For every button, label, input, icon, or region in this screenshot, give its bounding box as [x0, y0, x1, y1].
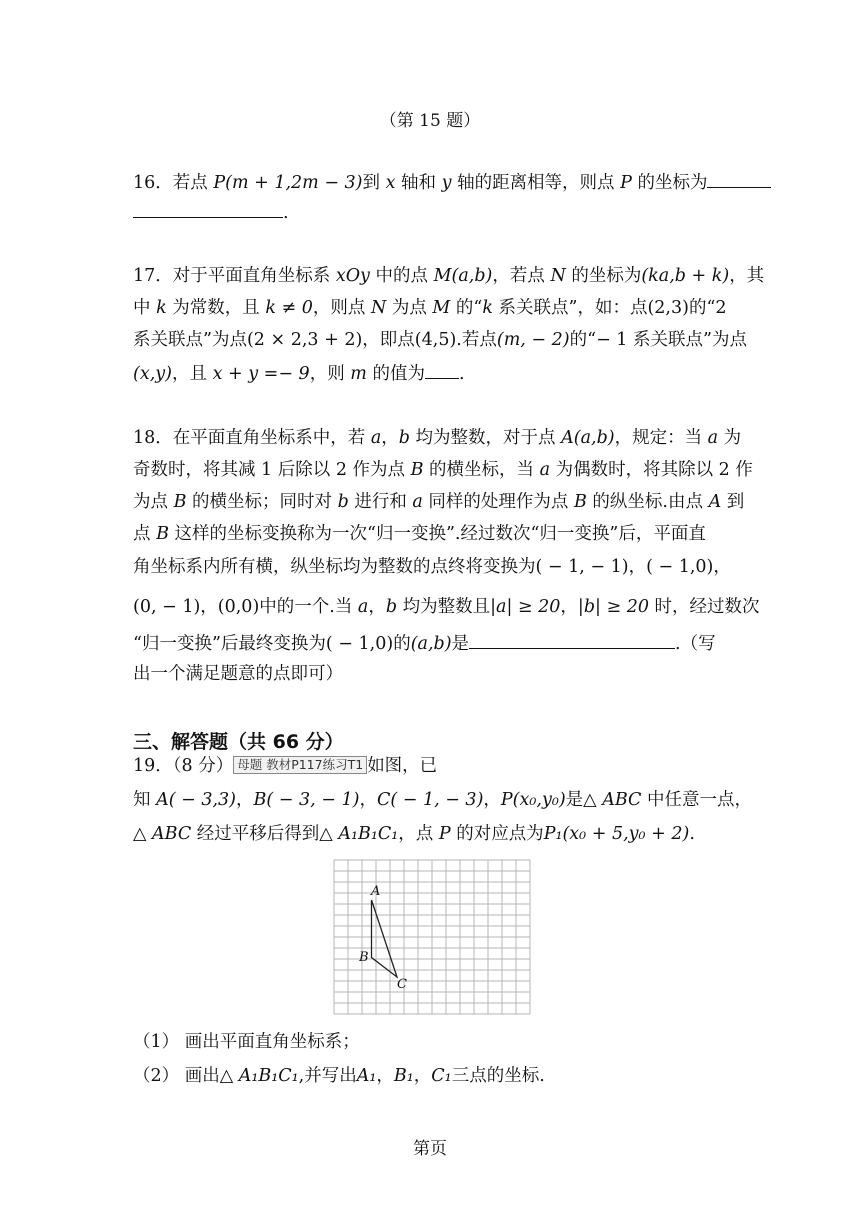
question-19-line-2: 知 A( − 3,3)，B( − 3, − 1)，C( − 1, − 3)，P(x₀,y₀)是△ ABC 中任意一点， — [133, 790, 752, 810]
triangle-grid-figure — [332, 858, 532, 1016]
question-18-line-8: 出一个满足题意的点即可） — [133, 664, 343, 684]
page-footer: 第页 — [413, 1139, 447, 1159]
question-17-line-2: 中 k 为常数，且 k ≠ 0，则点 N 为点 M 的“k 系关联点”，如：点(2,3)的“2 — [133, 298, 727, 318]
question-17-line-1: 17．对于平面直角坐标系 xOy 中的点 M(a,b)，若点 N 的坐标为(ka,b + k)，其 — [133, 266, 765, 286]
question-18-line-4: 点 B 这样的坐标变换称为一次“归一变换”.经过数次“归一变换”后，平面直 — [133, 524, 706, 544]
triangle-abc — [372, 900, 398, 977]
answer-blank-18[interactable] — [469, 630, 675, 649]
grid-lines — [334, 860, 530, 1014]
question-18-line-1: 18．在平面直角坐标系中，若 a，b 均为整数，对于点 A(a,b)，规定：当 a 为 — [133, 428, 742, 448]
label-b: B — [359, 950, 369, 965]
question-18-line-5: 角坐标系内所有横，纵坐标均为整数的点终将变换为( − 1, − 1)，( − 1,0)， — [133, 557, 731, 577]
question-17-line-4: (x,y)，且 x + y =− 9，则 m 的值为 . — [133, 360, 465, 386]
question-19-sub-2: （2） 画出△ A₁B₁C₁,并写出A₁，B₁，C₁三点的坐标. — [133, 1066, 545, 1086]
question-19-line-1: 19．（8 分） 母题 教材P117练习T1 如图，已 — [133, 756, 438, 776]
answer-blank-16a[interactable] — [707, 169, 771, 188]
question-18-line-3: 为点 B 的横坐标；同时对 b 进行和 a 同样的处理作为点 B 的纵坐标.由点 A 到 — [133, 492, 745, 512]
label-c: C — [397, 977, 407, 992]
question-19-line-3: △ ABC 经过平移后得到△ A₁B₁C₁，点 P 的对应点为P₁(x₀ + 5,y₀ + 2). — [133, 824, 695, 844]
question-16-line-1: 16．若点 P(m + 1,2m − 3)到 x 轴和 y 轴的距离相等，则点 P 的坐标为 — [133, 169, 771, 195]
question-18-line-7: “归一变换”后最终变换为( − 1,0)的(a,b)是 .（写 — [133, 630, 716, 656]
figure-15-caption: （第 15 题） — [379, 111, 481, 131]
question-18-line-6: (0, − 1)，(0,0)中的一个.当 a，b 均为整数且|a| ≥ 20，|b| ≥ 20 时，经过数次 — [133, 597, 760, 617]
source-tag-badge[interactable]: 母题 教材P117练习T1 — [233, 756, 367, 774]
answer-blank-16b[interactable] — [133, 199, 283, 218]
answer-blank-17[interactable] — [425, 360, 459, 379]
label-a: A — [371, 884, 381, 899]
section-3-heading: 三、解答题（共 66 分） — [133, 731, 344, 753]
question-19-sub-1: （1） 画出平面直角坐标系； — [133, 1032, 360, 1052]
question-18-line-2: 奇数时，将其减 1 后除以 2 作为点 B 的横坐标，当 a 为偶数时，将其除以 2 作 — [133, 460, 753, 480]
question-17-line-3: 系关联点”为点(2 × 2,3 + 2)，即点(4,5).若点(m, − 2)的“− 1 系关联点”为点 — [133, 330, 747, 350]
question-16-line-2: . — [133, 199, 289, 225]
